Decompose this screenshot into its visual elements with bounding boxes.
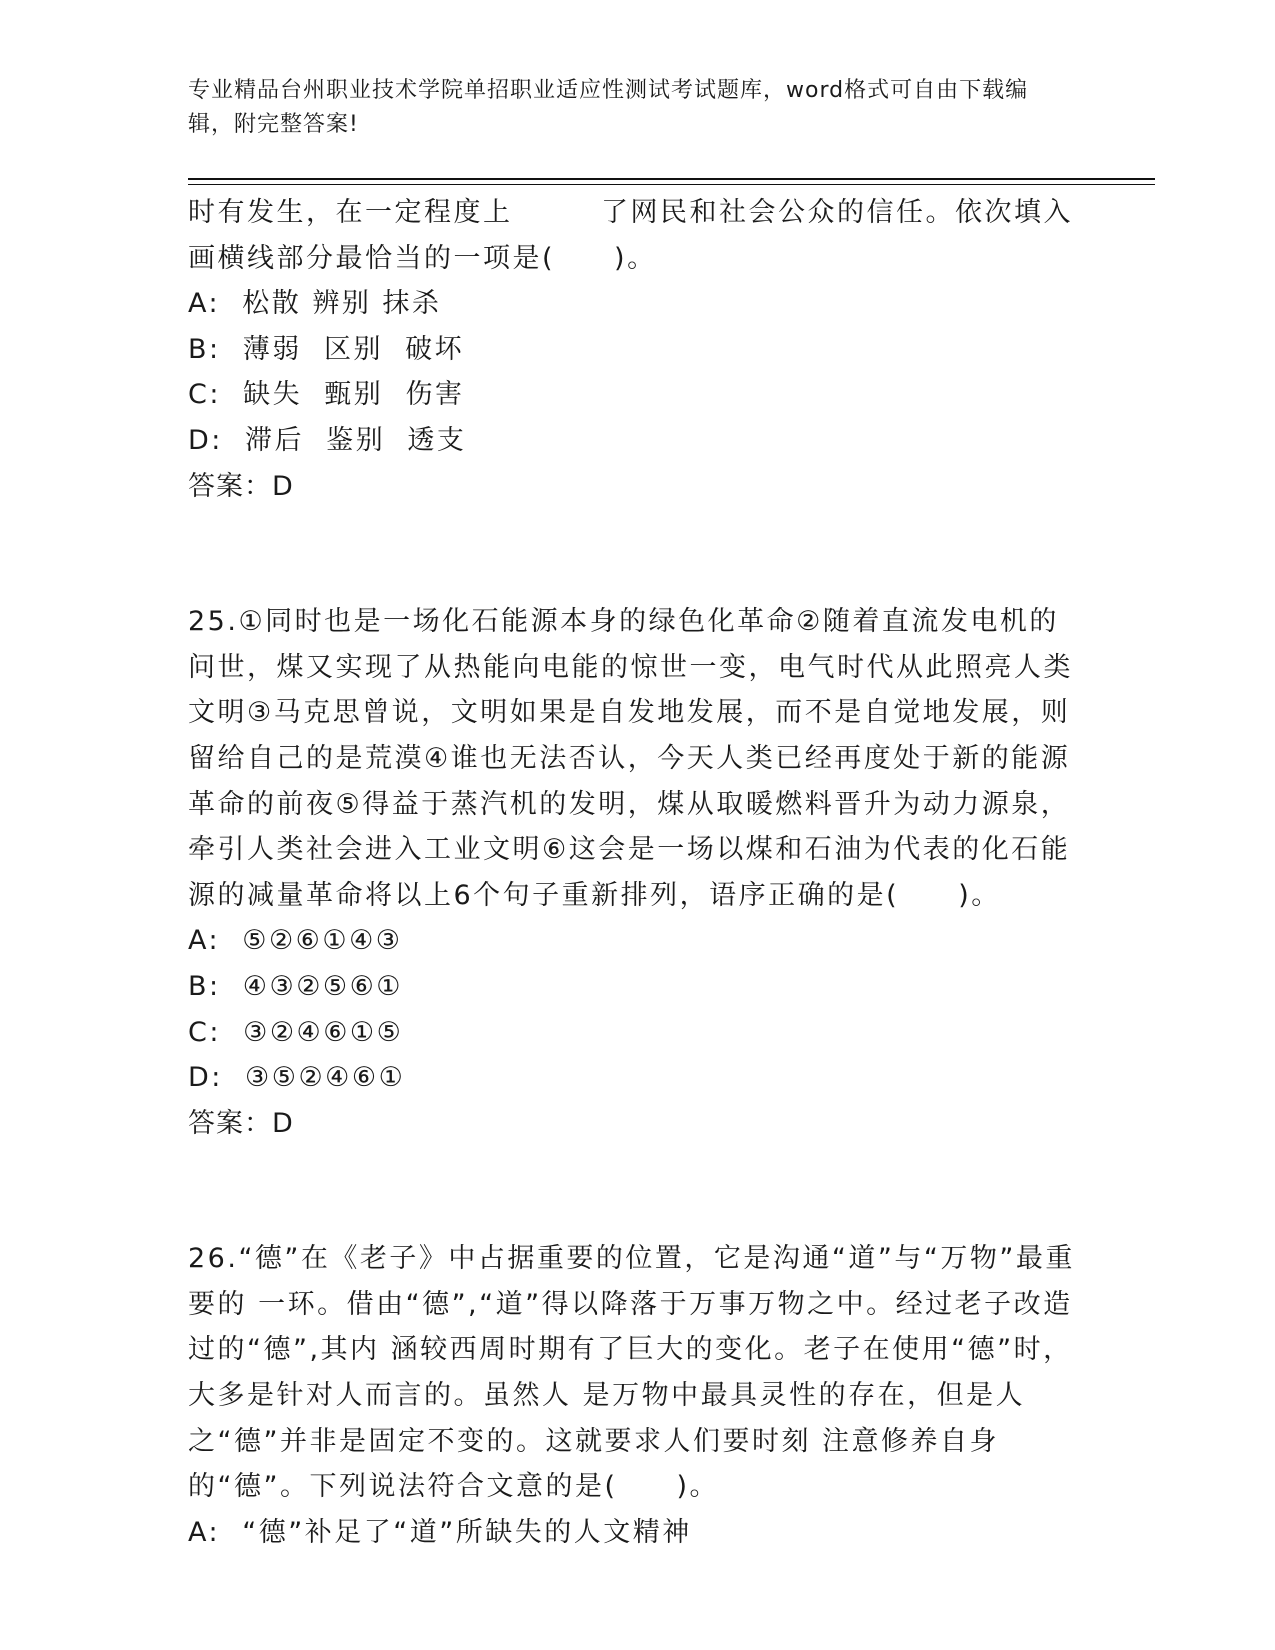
question-stem: 时有发生，在一定程度上 了网民和社会公众的信任。依次填入画横线部分最恰当的一项是( )。 [188,197,1073,274]
document-header [188,74,1068,142]
option-c: C: ③②④⑥①⑤ [188,1016,404,1048]
option-a: A: ⑤②⑥①④③ [188,925,403,957]
question-24 [188,190,1078,509]
question-stem: 25.①同时也是一场化石能源本身的绿色化革命②随着直流发电机的问世，煤又实现了从热能向电能的惊世一变，电气时代从此照亮人类文明③马克思曾说，文明如果是自发地发展，而不是自觉地发展，则留给自己的是荒漠④谁也无法否认，今天人类已经再度处于新的能源革命的前夜⑤得益于蒸汽机的发明，煤从取暖燃料晋升为动力源泉，牵引人类社会进入工业文明⑥这会是一场以煤和石油为代表的化石能源的减量革命将以上6个句子重新排列，语序正确的是( )。 [188,606,1073,911]
question-26 [188,1236,1078,1555]
header-title: 专业精品台州职业技术学院单招职业适应性测试考试题库，word格式可自由下载编辑，附完整答案! [188,78,1029,137]
answer-line: 答案：D [188,470,294,502]
answer-line: 答案：D [188,1107,294,1139]
header-divider-thick [188,178,1155,180]
option-d: D: 滞后 鉴别 透支 [188,424,467,456]
question-content [188,190,1078,1555]
option-b: B: 薄弱 区别 破坏 [188,333,465,365]
header-divider-thin [188,184,1155,185]
option-c: C: 缺失 甄别 伤害 [188,379,465,411]
question-stem: 26.“德”在《老子》中占据重要的位置，它是沟通“道”与“万物”最重要的 一环。借由“德”,“道”得以降落于万事万物之中。经过老子改造过的“德”,其内 涵较西周时期有了巨大的变化。老子在使用“德”时，大多是针对人而言的。虽然人 是万物中最具灵性的存在，但是人之“德”并非是固定不变的。这就要求人们要时刻 注意修养自身的“德”。下列说法符合文意的是( )。 [188,1243,1075,1503]
option-a: A: “德”补足了“道”所缺失的人文精神 [188,1516,692,1548]
option-b: B: ④③②⑤⑥① [188,970,404,1002]
option-d: D: ③⑤②④⑥① [188,1062,406,1094]
spacer [188,1146,1078,1236]
option-a: A: 松散 辨别 抹杀 [188,288,442,320]
question-25 [188,599,1078,1146]
spacer [188,509,1078,599]
